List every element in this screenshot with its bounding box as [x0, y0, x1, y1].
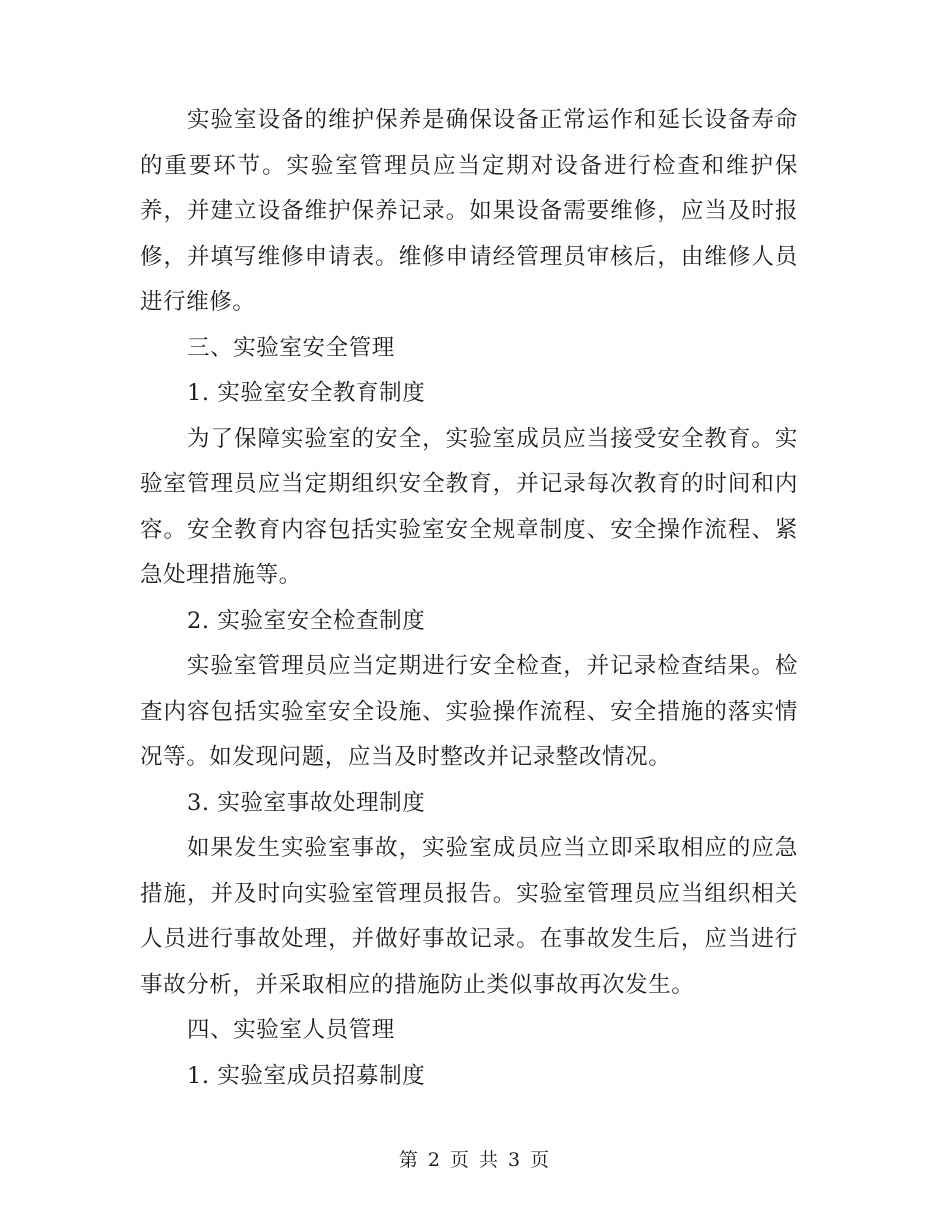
document-body [140, 98, 798, 1099]
paragraph-accident-handling: 如果发生实验室事故，实验室成员应当立即采取相应的应急措施，并及时向实验室管理员报告。实验室管理员应当组织相关人员进行事故处理，并做好事故记录。在事故发生后，应当进行事故分析，并采取相应的措施防止类似事故再次发生。 [140, 835, 798, 998]
paragraph-safety-education: 为了保障实验室的安全，实验室成员应当接受安全教育。实验室管理员应当定期组织安全教育，并记录每次教育的时间和内容。安全教育内容包括实验室安全规章制度、安全操作流程、紧急处理措施等。 [140, 425, 798, 588]
paragraph-equipment-maintenance: 实验室设备的维护保养是确保设备正常运作和延长设备寿命的重要环节。实验室管理员应当定期对设备进行检查和维护保养，并建立设备维护保养记录。如果设备需要维修，应当及时报修，并填写维修申请表。维修申请经管理员审核后，由维修人员进行维修。 [140, 107, 798, 315]
page-number-footer: 第 2 页 共 3 页 [398, 1149, 552, 1171]
subsection-heading-safety-inspection: 2. 实验室安全检查制度 [187, 607, 426, 634]
subsection-heading-accident-handling: 3. 实验室事故处理制度 [187, 789, 426, 816]
section-heading-personnel-management: 四、实验室人员管理 [187, 1017, 395, 1043]
subsection-heading-safety-education: 1. 实验室安全教育制度 [187, 380, 426, 406]
paragraph-safety-inspection: 实验室管理员应当定期进行安全检查，并记录检查结果。检查内容包括实验室安全设施、实验操作流程、安全措施的落实情况等。如发现问题，应当及时整改并记录整改情况。 [140, 653, 798, 770]
section-heading-safety-management: 三、实验室安全管理 [187, 334, 395, 361]
subsection-heading-member-recruitment: 1. 实验室成员招募制度 [187, 1062, 426, 1089]
